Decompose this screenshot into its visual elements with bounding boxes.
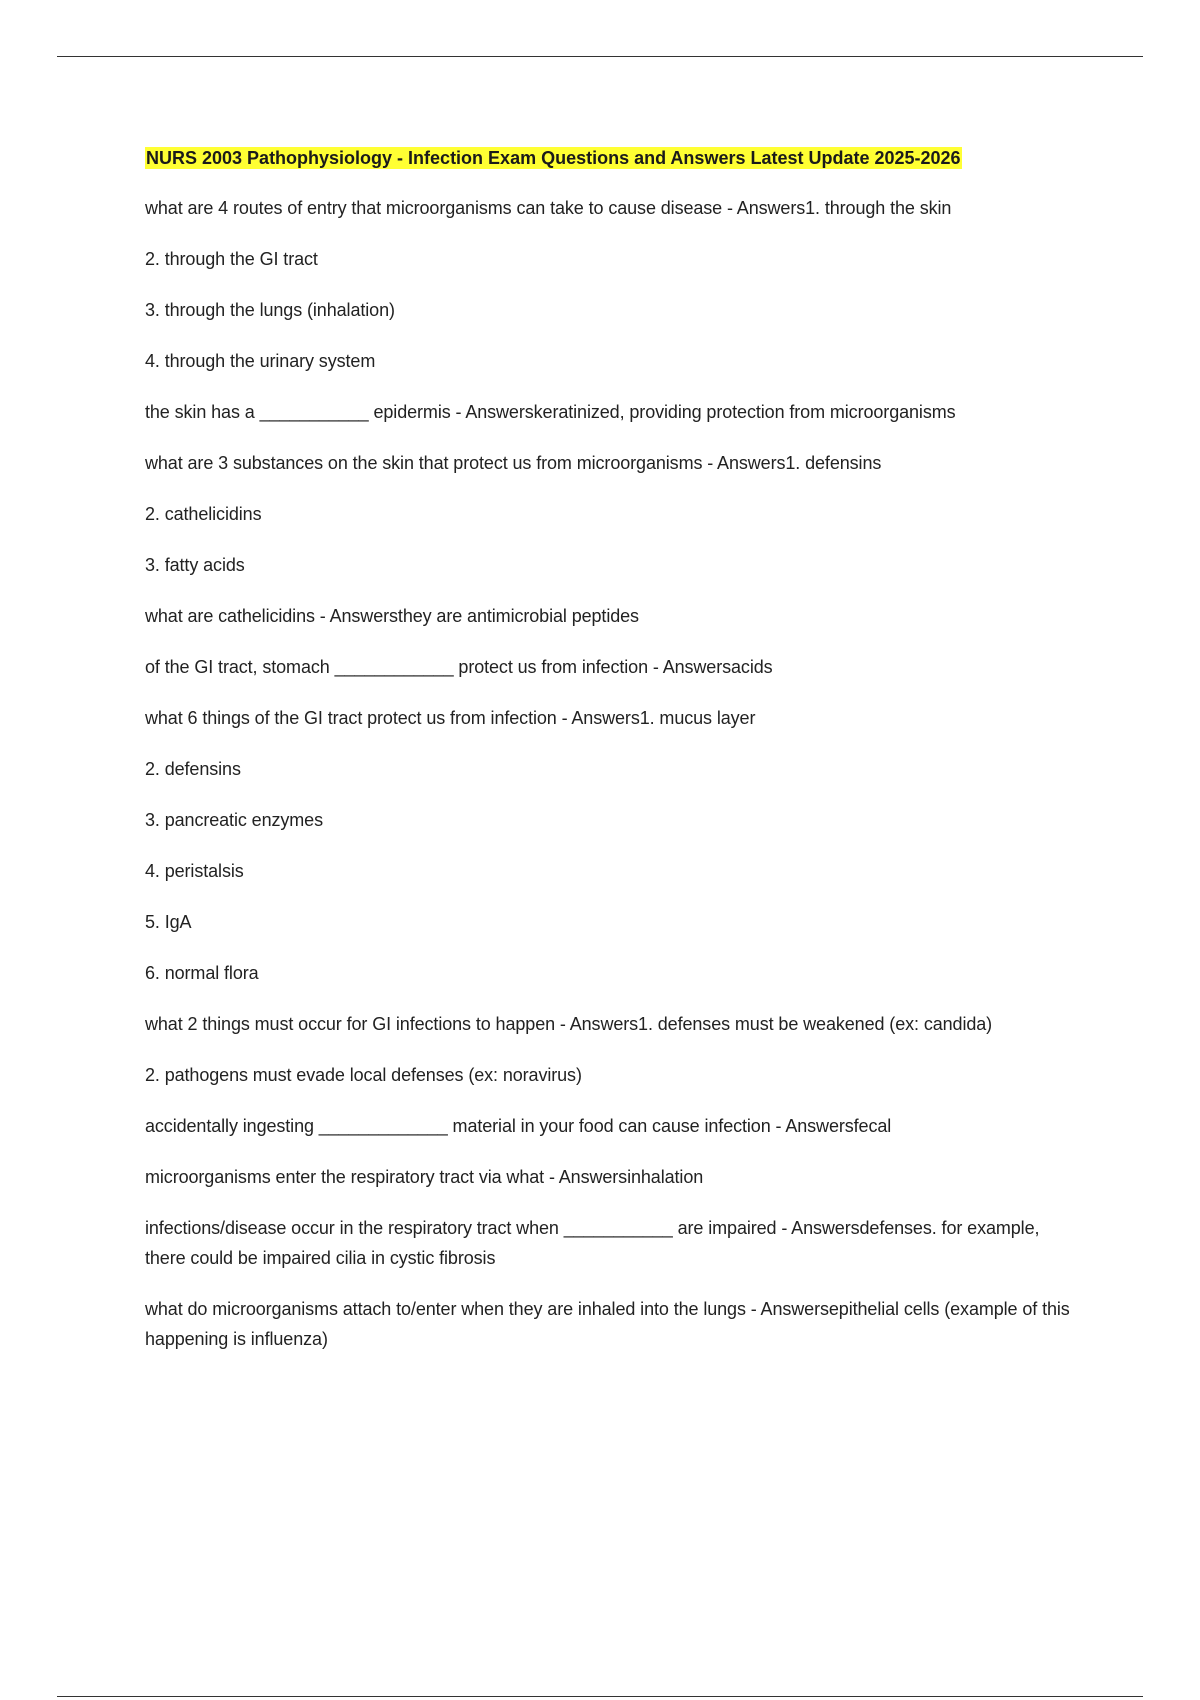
paragraph: what are 3 substances on the skin that protect us from microorganisms - Answers1. defensins bbox=[145, 453, 882, 473]
header-rule bbox=[57, 56, 1143, 57]
paragraph: 3. through the lungs (inhalation) bbox=[145, 300, 395, 320]
paragraph: what 6 things of the GI tract protect us from infection - Answers1. mucus layer bbox=[145, 708, 756, 728]
paragraph: 2. defensins bbox=[145, 759, 241, 779]
paragraph: 6. normal flora bbox=[145, 963, 259, 983]
paragraph: microorganisms enter the respiratory tract via what - Answersinhalation bbox=[145, 1167, 704, 1187]
paragraph: 2. through the GI tract bbox=[145, 249, 318, 269]
paragraph: infections/disease occur in the respiratory tract when ___________ are impaired - Answersdefenses. for example, there could be impaired cilia in cystic fibrosis bbox=[145, 1218, 1040, 1268]
paragraph: what 2 things must occur for GI infections to happen - Answers1. defenses must be weakened (ex: candida) bbox=[145, 1014, 993, 1034]
paragraph: what are cathelicidins - Answersthey are antimicrobial peptides bbox=[145, 606, 639, 626]
paragraph: 4. peristalsis bbox=[145, 861, 244, 881]
document-title bbox=[145, 145, 1075, 171]
paragraph: 2. pathogens must evade local defenses (ex: noravirus) bbox=[145, 1065, 582, 1085]
paragraph: what are 4 routes of entry that microorganisms can take to cause disease - Answers1. through the skin bbox=[145, 198, 952, 218]
paragraph: of the GI tract, stomach ____________ protect us from infection - Answersacids bbox=[145, 657, 773, 677]
highlighted-title-text: NURS 2003 Pathophysiology - Infection Exam Questions and Answers Latest Update 2025-2026 bbox=[146, 148, 961, 168]
paragraph: 5. IgA bbox=[145, 912, 192, 932]
paragraph: the skin has a ___________ epidermis - Answerskeratinized, providing protection from microorganisms bbox=[145, 402, 956, 422]
paragraph: 3. pancreatic enzymes bbox=[145, 810, 323, 830]
paragraph: 2. cathelicidins bbox=[145, 504, 262, 524]
paragraph: 3. fatty acids bbox=[145, 555, 245, 575]
footer-rule bbox=[57, 1696, 1143, 1697]
paragraph: 4. through the urinary system bbox=[145, 351, 376, 371]
document-body bbox=[145, 145, 1075, 1375]
paragraph: what do microorganisms attach to/enter when they are inhaled into the lungs - Answersepithelial cells (example of this happening is influenza) bbox=[145, 1299, 1070, 1349]
paragraph: accidentally ingesting _____________ material in your food can cause infection - Answersfecal bbox=[145, 1116, 892, 1136]
